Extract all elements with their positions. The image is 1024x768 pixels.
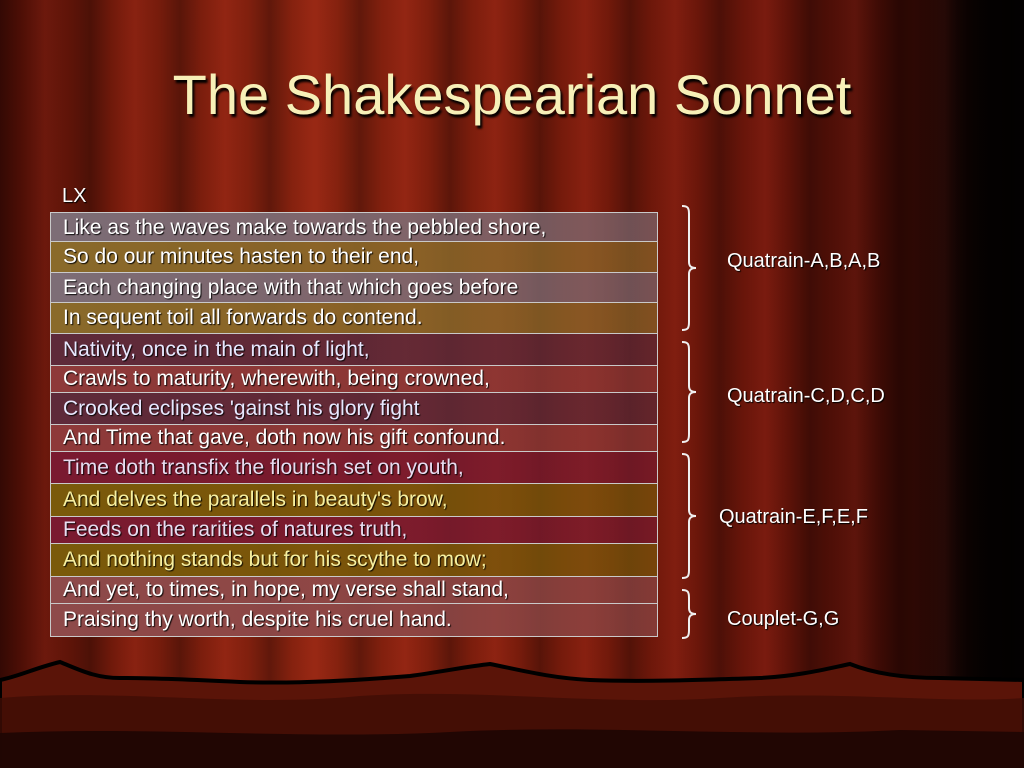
sonnet-line: Nativity, once in the main of light, [50, 334, 658, 366]
sonnet-line: Like as the waves make towards the pebbled shore, [50, 212, 658, 242]
quatrain-2-brace [680, 340, 700, 444]
sonnet-line: And nothing stands but for his scythe to mow; [50, 544, 658, 577]
couplet-label: Couplet-G,G [727, 608, 840, 630]
quatrain-1-brace [680, 204, 700, 332]
quatrain-2-label: Quatrain-C,D,C,D [727, 385, 885, 407]
right-brace-icon [680, 588, 700, 640]
sonnet-line: And delves the parallels in beauty's brow, [50, 484, 658, 517]
sonnet-line: So do our minutes hasten to their end, [50, 242, 658, 273]
sonnet-line: In sequent toil all forwards do contend. [50, 303, 658, 334]
quatrain-3-brace [680, 452, 700, 580]
sonnet-line: And yet, to times, in hope, my verse shall stand, [50, 577, 658, 604]
slide-title: The Shakespearian Sonnet [172, 63, 852, 126]
right-brace-icon [680, 452, 700, 580]
sonnet-line: Praising thy worth, despite his cruel hand. [50, 604, 658, 637]
sonnet-line: Crawls to maturity, wherewith, being crowned, [50, 366, 658, 393]
sonnet-lines [50, 212, 658, 637]
sonnet-line: Each changing place with that which goes before [50, 273, 658, 303]
right-brace-icon [680, 204, 700, 332]
sonnet-line: And Time that gave, doth now his gift confound. [50, 425, 658, 452]
sonnet-number: LX [62, 185, 87, 207]
quatrain-3-label: Quatrain-E,F,E,F [719, 506, 868, 528]
stage-drape [0, 658, 1024, 768]
sonnet-line: Feeds on the rarities of natures truth, [50, 517, 658, 544]
sonnet-line: Crooked eclipses 'gainst his glory fight [50, 393, 658, 425]
sonnet-table [50, 180, 658, 637]
right-brace-icon [680, 340, 700, 444]
sonnet-line: Time doth transfix the flourish set on youth, [50, 452, 658, 484]
quatrain-1-label: Quatrain-A,B,A,B [727, 250, 881, 272]
couplet-brace [680, 588, 700, 640]
